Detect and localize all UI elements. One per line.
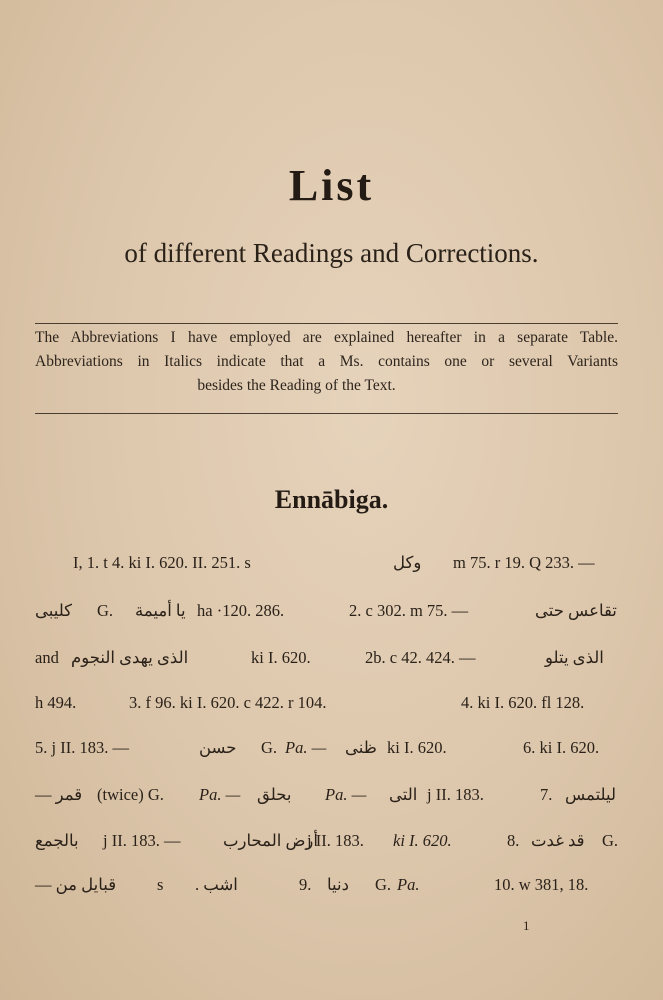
text-segment: 7. [540,785,553,804]
text-segment: 9. [299,875,312,894]
text-segment: j II. 183. — [103,831,181,850]
arabic-text: وكل [393,553,422,572]
text-segment: h 494. [35,693,77,712]
arabic-text: يا أميمة [135,601,186,620]
text-segment: G. [97,601,114,620]
text-line [35,785,623,815]
abbreviations-line: besides the Reading of the Text. [197,377,396,394]
text-segment: ki I. 620. [393,831,452,850]
arabic-text: الذى يهدى النجوم [71,648,189,667]
text-line [35,738,623,768]
text-line [35,648,623,678]
arabic-text: بحلق [257,785,292,804]
text-segment: G. [375,875,392,894]
text-line [35,831,623,861]
text-line [35,693,623,723]
arabic-text: قد غدت [531,831,585,850]
arabic-text: ليلتمس [565,785,617,804]
text-segment: and [35,648,59,667]
arabic-text: دنيا [327,875,349,894]
text-segment: Pa. — [199,785,241,804]
abbreviations-line: Abbreviations in Italics indicate that a Ms. contains one or several Variants [35,353,618,370]
text-segment: I, 1. t 4. ki I. 620. II. 251. s [73,553,251,572]
text-segment: Pa. [397,875,420,894]
text-segment: 4. ki I. 620. fl 128. [461,693,585,712]
text-line [35,601,623,631]
page-title: List [288,161,375,210]
text-segment: s [157,875,164,894]
text-segment: 2b. c 42. 424. — [365,648,476,667]
text-segment: 5. j II. 183. — [35,738,129,757]
arabic-text: تقاعس حتى [535,601,617,620]
section-heading: Ennābiga. [274,485,389,514]
arabic-text: التى [389,785,418,804]
page-subtitle: of different Readings and Corrections. [124,238,539,268]
text-segment: ha ·120. 286. [197,601,285,620]
divider-top [35,323,618,324]
text-segment: G. [261,738,278,757]
divider-bottom [35,413,618,414]
page-number: 1 [523,918,530,933]
text-line [35,875,623,905]
arabic-text: كليبى [35,601,73,620]
arabic-text: الذى يتلو [545,648,604,667]
text-segment: 2. c 302. m 75. — [349,601,469,620]
text-segment: Pa. — [285,738,327,757]
text-segment: Pa. — [325,785,367,804]
text-segment: j II. 183. [307,831,364,850]
arabic-text: حسن [199,738,237,757]
arabic-text: أرض المحارب [223,831,318,850]
text-line [35,553,623,583]
text-segment: (twice) G. [97,785,164,804]
arabic-text: . اشب [195,875,238,894]
text-segment: ki I. 620. [387,738,447,757]
arabic-text: — قبايل من [35,875,117,894]
text-segment: G. [602,831,619,850]
text-segment: m 75. r 19. Q 233. — [453,553,595,572]
text-segment: ki I. 620. [251,648,311,667]
arabic-text: بالجمع [35,831,79,850]
abbreviations-note [35,326,618,398]
abbreviations-line: The Abbreviations I have employed are explained hereafter in a separate Table. [35,329,618,346]
text-segment: j II. 183. [427,785,484,804]
text-segment: 3. f 96. ki I. 620. c 422. r 104. [129,693,327,712]
text-segment: 10. w 381, 18. [494,875,589,894]
text-segment: 8. [507,831,520,850]
text-segment: 6. ki I. 620. [523,738,600,757]
arabic-text: — قمر [35,785,83,804]
arabic-text: ظنى [345,738,377,757]
